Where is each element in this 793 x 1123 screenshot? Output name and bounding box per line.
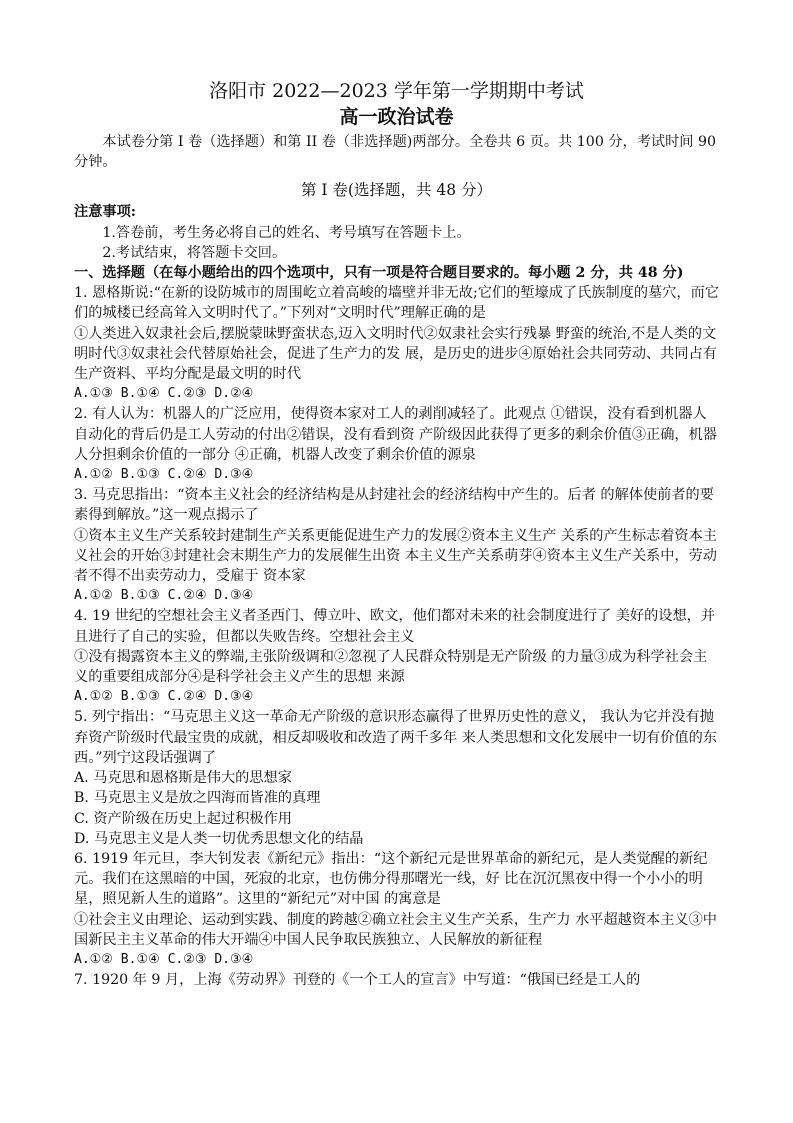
question-stem: 19 世纪的空想社会主义者圣西门、傅立叶、欧文，他们都对未来的社会制度进行了 美好的设想，并且进行了自己的实验，但都以失败告终。空想社会主义 xyxy=(74,608,716,645)
question-stem: 马克思指出：“资本主义社会的经济结构是从封建社会的经济结构中产生的。后者 的解体使前者的要素得到解放。”这一观点揭示了 xyxy=(74,487,714,524)
question-number: 1. xyxy=(74,285,88,302)
question-number: 4. xyxy=(74,608,88,625)
section-title: 第 I 卷(选择题，共 48 分） xyxy=(300,181,493,200)
question-statements: ①社会主义由理论、运动到实践、制度的跨越②确立社会主义生产关系，生产力 水平超越资本主义③中国新民主主义革命的伟大开端④中国人民争取民族独立、人民解放的新征程 xyxy=(74,911,717,948)
question-stem: 1920 年 9 月，上海《劳动界》刊登的《一个工人的宣言》中写道：“俄国已经是工人的 xyxy=(92,972,641,989)
question-choices: A.①② B.①③ C.②④ D.③④ xyxy=(74,467,254,483)
question-number: 3. xyxy=(74,487,88,504)
option-c: C. 资产阶级在历史上起过积极作用 xyxy=(74,810,292,827)
question-6 xyxy=(74,849,719,970)
question-number: 2. xyxy=(74,406,88,423)
notice-item-2: 2.考试结束，将答题卡交回。 xyxy=(102,244,287,261)
exam-subtitle: 高一政治试卷 xyxy=(339,106,454,128)
question-statements: ①资本主义生产关系较封建制生产关系更能促进生产力的发展②资本主义生产 关系的产生标志着资本主义社会的开始③封建社会末期生产力的发展催生出资 本主义生产关系萌芽④资本主义生产关系中，劳动者不得不出卖劳动力，受雇于 资本家 xyxy=(74,527,717,585)
question-stem: 1919 年元旦，李大钊发表《新纪元》指出：“这个新纪元是世界革命的新纪元，是人类觉醒的新纪元。我们在这黑暗的中国，死寂的北京，也仿佛分得那曙光一线，好 比在沉沉黑夜中得一个小小的明星，照见新人生的道路”。这里的“新纪元”对中国 的寓意是 xyxy=(74,850,708,908)
question-5 xyxy=(74,707,719,848)
question-stem: 恩格斯说:“在新的设防城市的周围屹立着高峻的墙壁并非无故;它们的堑壕成了氏族制度的墓穴，而它们的城楼已经高耸入文明时代了。”下列对“文明时代”理解正确的是 xyxy=(74,285,719,322)
question-statements: ①人类进入奴隶社会后,摆脱蒙昧野蛮状态,迈入文明时代②奴隶社会实行残暴 野蛮的统治,不是人类的文明时代③奴隶社会代替原始社会，促进了生产力的发 展，是历史的进步④原始社会共同劳动、共同占有生产资料、平均分配是最文明的时代 xyxy=(74,325,717,383)
question-stem: 列宁指出：“马克思主义这一革命无产阶级的意识形态赢得了世界历史性的意义， 我认为它并没有抛弃资产阶级时代最宝贵的成就，相反却吸收和改造了两千多年 来人类思想和文化发展中一切有价值的东西。”列宁这段话强调了 xyxy=(74,709,717,766)
question-4 xyxy=(74,606,719,707)
question-3 xyxy=(74,485,719,606)
question-choices: A.①② B.①④ C.②③ D.③④ xyxy=(74,951,254,967)
question-choices: A.①② B.①③ C.②④ D.③④ xyxy=(74,689,254,705)
question-number: 6. xyxy=(74,850,88,867)
question-1 xyxy=(74,283,719,404)
question-7 xyxy=(74,970,719,990)
option-d: D. 马克思主义是人类一切优秀思想文化的结晶 xyxy=(74,830,364,847)
question-2 xyxy=(74,404,719,485)
option-a: A. 马克思和恩格斯是伟大的思想家 xyxy=(74,770,292,787)
question-choices: A.①③ B.①④ C.②③ D.②④ xyxy=(74,386,254,402)
exam-intro: 本试卷分第 I 卷（选择题）和第 II 卷（非选择题)两部分。全卷共 6 页。共 100 分，考试时间 90 分钟。 xyxy=(74,134,717,171)
question-number: 7. xyxy=(74,972,88,989)
question-statements: ①没有揭露资本主义的弊端,主张阶级调和②忽视了人民群众特别是无产阶级 的力量③成为科学社会主义的重要组成部分④是科学社会主义产生的思想 来源 xyxy=(74,648,708,686)
question-stem: 有人认为：机器人的广泛应用，使得资本家对工人的剥削减轻了。此观点 ①错误，没有看到机器人自动化的背后仍是工人劳动的付出②错误，没有看到资 产阶级因此获得了更多的剩余价值③正确，机器人分担剩余价值的一部分 ④正确，机器人改变了剩余价值的源泉 xyxy=(74,406,717,463)
notice-item-1: 1.答卷前，考生务必将自己的姓名、考号填写在答题卡上。 xyxy=(102,224,471,241)
question-choices: A.①② B.①③ C.②④ D.③④ xyxy=(74,588,254,604)
part1-heading: 一、选择题（在每小题给出的四个选项中，只有一项是符合题目要求的。每小题 2 分，共 48 分) xyxy=(74,265,684,282)
exam-title: 洛阳市 2022—2023 学年第一学期期中考试 xyxy=(209,80,584,102)
question-number: 5. xyxy=(74,709,88,726)
notice-heading: 注意事项: xyxy=(74,204,136,221)
option-b: B. 马克思主义是放之四海而皆准的真理 xyxy=(74,790,321,807)
